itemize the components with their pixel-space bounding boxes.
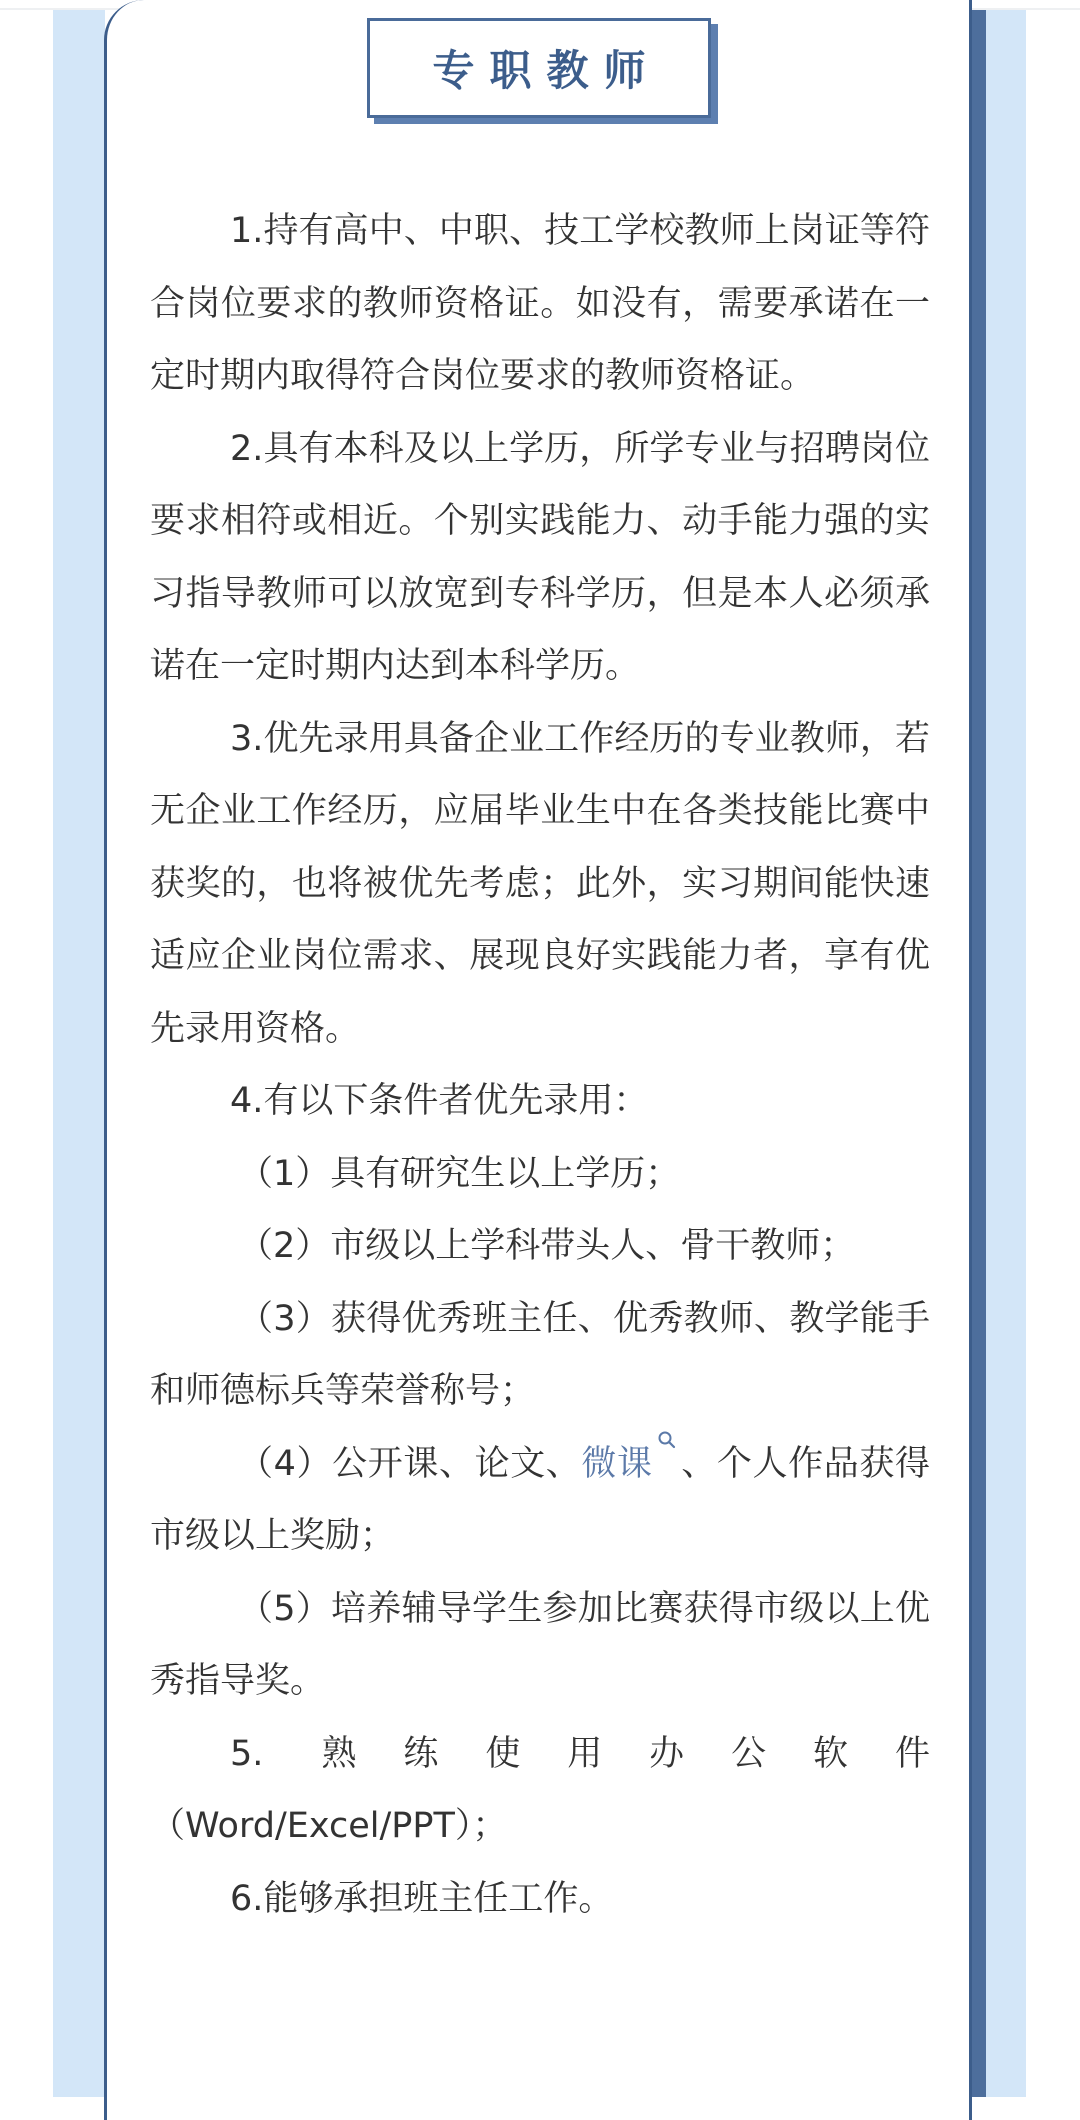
requirement-1: 1.持有高中、中职、技工学校教师上岗证等符合岗位要求的教师资格证。如没有，需要承诺在一定时期内取得符合岗位要求的教师资格证。 (150, 211, 930, 396)
left-decorative-strip (53, 10, 105, 2097)
requirement-3: 3.优先录用具备企业工作经历的专业教师，若无企业工作经历，应届毕业生中在各类技能比赛中获奖的，也将被优先考虑；此外，实习期间能快速适应企业岗位需求、展现良好实践能力者，享有优先录用资格。 (150, 718, 930, 1049)
requirement-5-line-1: 5. 熟练使用办公软件 (230, 1733, 930, 1774)
search-icon[interactable] (657, 1428, 677, 1462)
sub-4-text-after: 、个人作品获得市级以上奖励； (150, 1443, 930, 1556)
requirement-4-sub-5: （5）培养辅导学生参加比赛获得市级以上优秀指导奖。 (150, 1588, 930, 1701)
right-border-bar (972, 10, 986, 2097)
section-title: 专职教师 (432, 46, 661, 95)
requirement-6: 6.能够承担班主任工作。 (230, 1878, 614, 1919)
micro-course-link[interactable]: 微课 (581, 1443, 653, 1484)
requirement-4-sub-4 (150, 1428, 930, 1573)
requirement-5-line-2: （Word/Excel/PPT）； (150, 1806, 508, 1846)
requirement-4: 4.有以下条件者优先录用： (230, 1081, 649, 1121)
requirement-4-sub-2: （2）市级以上学科带头人、骨干教师； (238, 1226, 856, 1266)
requirement-2: 2.具有本科及以上学历，所学专业与招聘岗位要求相符或相近。个别实践能力、动手能力强的实习指导教师可以放宽到专科学历，但是本人必须承诺在一定时期内达到本科学历。 (150, 428, 930, 686)
requirement-4-sub-3: （3）获得优秀班主任、优秀教师、教学能手和师德标兵等荣誉称号； (150, 1298, 930, 1411)
section-title-box (367, 18, 711, 118)
requirements-content (150, 195, 930, 1935)
requirement-4-sub-1: （1）具有研究生以上学历； (238, 1153, 681, 1194)
right-decorative-strip (986, 10, 1026, 2097)
sub-4-text-before: （4）公开课、论文、 (238, 1443, 582, 1484)
